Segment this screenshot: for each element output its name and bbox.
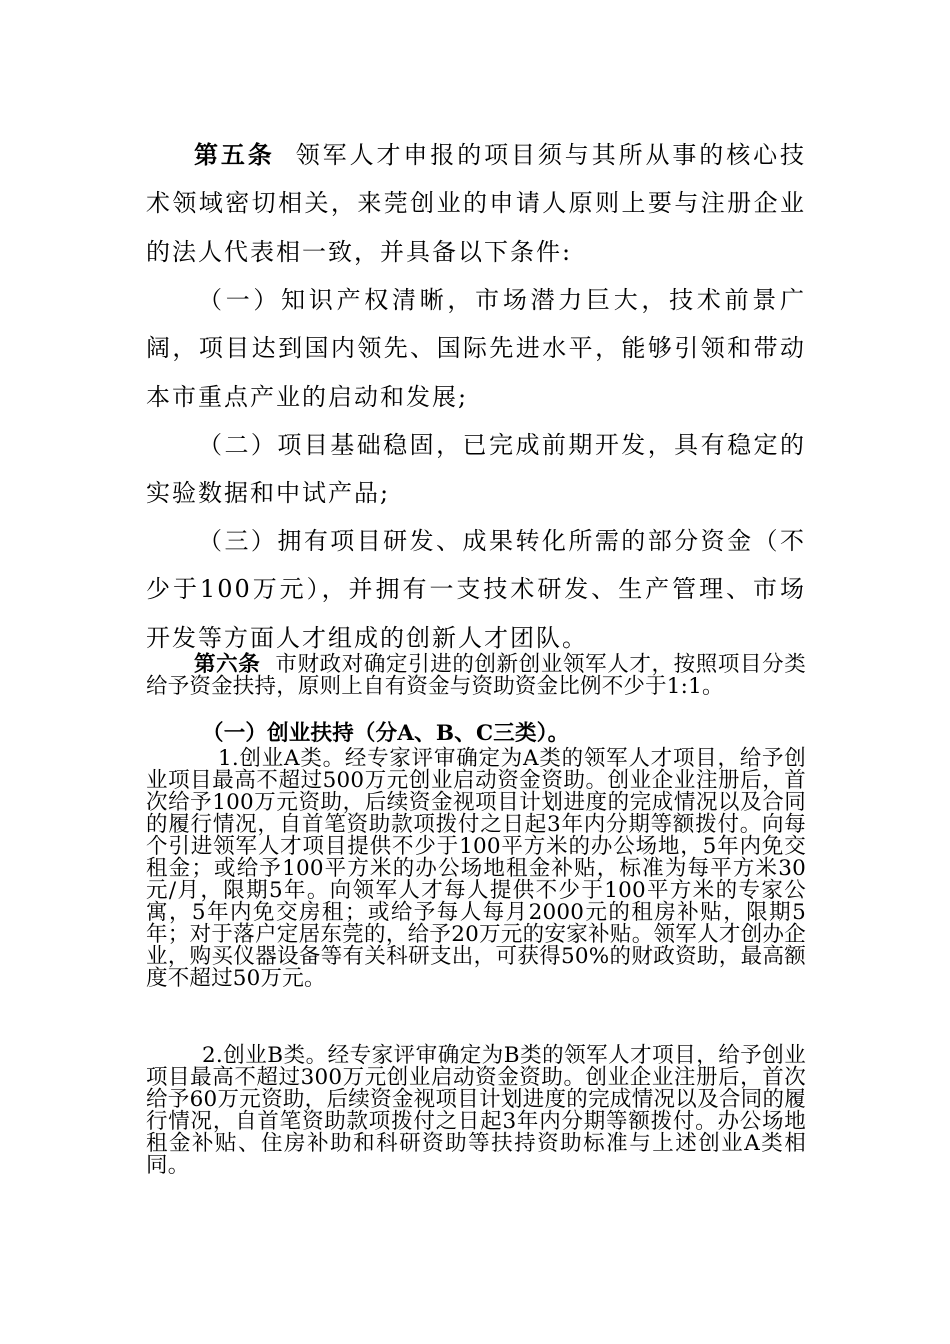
article6-label: 第六条 — [194, 652, 261, 677]
paragraph-startup-b: 2.创业B类。经专家评审确定为B类的领军人才项目，给予创业项目最高不超过300万元创业启动资金资助。创业企业注册后，首次给予60万元资助，后续资金视项目计划进度的完成情况以及合同的履行情况，自首笔资助款项拨付之日起3年内分期等额拨付。办公场地租金补贴、住房补助和科研资助等扶持资助标准与上述创业A类相同。 — [146, 1043, 806, 1178]
article5-text: 领军人才申报的项目须与其所从事的核心技术领域密切相关，来莞创业的申请人原则上要与注册企业的法人代表相一致，并具备以下条件: — [146, 141, 807, 266]
article5-item-2: （二）项目基础稳固，已完成前期开发，具有稳定的实验数据和中试产品; — [146, 431, 806, 508]
article6-text: 市财政对确定引进的创新创业领军人才，按照项目分类给予资金扶持，原则上自有资金与资助资金比例不少于1:1。 — [146, 652, 806, 699]
article6-paragraph — [146, 654, 806, 698]
paragraph-startup-a: 1.创业A类。经专家评审确定为A类的领军人才项目，给予创业项目最高不超过500万元创业启动资金资助。创业企业注册后，首次给予100万元资助，后续资金视项目计划进度的完成情况以及合同的履行情况，自首笔资助款项拨付之日起3年内分期等额拨付。向每个引进领军人才项目提供不少于100平方米的办公场地，5年内免交租金；或给予100平方米的办公场地租金补贴，标准为每平方米30元/月，限期5年。向领军人才每人提供不少于100平方米的专家公寓，5年内免交房租；或给予每人每月2000元的租房补贴，限期5年；对于落户定居东莞的，给予20万元的安家补贴。领军人才创办企业，购买仪器设备等有关科研支出，可获得50%的财政资助，最高额度不超过50万元。 — [146, 746, 806, 991]
article5-label: 第五条 — [194, 140, 275, 169]
article5-paragraph — [146, 131, 806, 276]
article5-item-3: （三）拥有项目研发、成果转化所需的部分资金（不少于100万元），并拥有一支技术研发、生产管理、市场开发等方面人才组成的创新人才团队。 — [146, 527, 806, 652]
section-heading-startup-support: （一）创业扶持（分A、B、C三类）。 — [202, 721, 570, 746]
article5-item-1: （一）知识产权清晰，市场潜力巨大，技术前景广阔，项目达到国内领先、国际先进水平，能够引领和带动本市重点产业的启动和发展; — [146, 286, 806, 411]
